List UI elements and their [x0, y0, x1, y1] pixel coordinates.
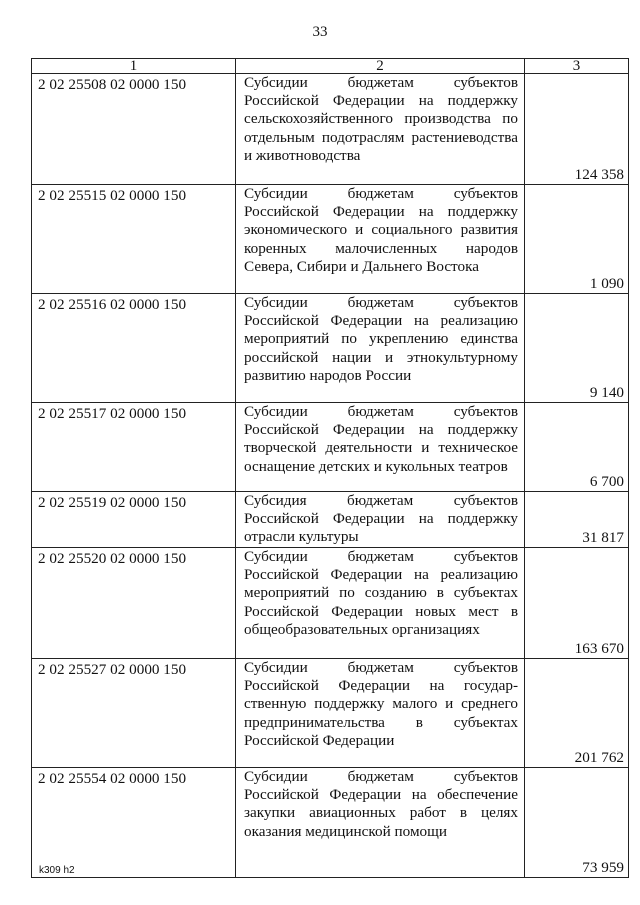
row-description: Субсидии бюджетам субъектов Российской Федерации на реализацию мероприятий по укреплению единства российской нации и этнокультурному развитию народов России — [236, 294, 525, 403]
row-amount: 73 959 — [525, 768, 629, 878]
page-number: 33 — [312, 24, 328, 40]
column-header-code: 1 — [32, 59, 236, 74]
row-description: Субсидии бюджетам субъектов Российской Федерации на поддержку творческой деятельности и техническое оснащение детских и кукольных театров — [236, 403, 525, 492]
column-header-amount: 3 — [525, 59, 629, 74]
table-row — [32, 492, 629, 548]
row-description: Субсидии бюджетам субъектов Российской Федерации на поддержку сельскохозяйственного производства по отдельным подотраслям растениеводства и животноводства — [236, 74, 525, 185]
row-amount: 163 670 — [525, 548, 629, 659]
row-amount: 1 090 — [525, 185, 629, 294]
table-row — [32, 74, 629, 185]
budget-code: 2 02 25554 02 0000 150 — [32, 768, 236, 878]
row-amount: 201 762 — [525, 659, 629, 768]
budget-code: 2 02 25516 02 0000 150 — [32, 294, 236, 403]
row-description: Субсидия бюджетам субъектов Российской Федерации на поддержку отрасли культуры — [236, 492, 525, 548]
table-row — [32, 768, 629, 878]
row-description: Субсидии бюджетам субъектов Российской Федерации на реализацию мероприятий по созданию в субъектах Российской Федерации новых мест в общеобразовательных организациях — [236, 548, 525, 659]
budget-code: 2 02 25517 02 0000 150 — [32, 403, 236, 492]
table-row — [32, 185, 629, 294]
row-description: Субсидии бюджетам субъектов Российской Федерации на обеспечение закупки авиационных работ в целях оказания медицинской помощи — [236, 768, 525, 878]
row-description: Субсидии бюджетам субъектов Российской Федерации на государственную поддержку малого и среднего предпринимательства в субъектах Российской Федерации — [236, 659, 525, 768]
budget-code: 2 02 25520 02 0000 150 — [32, 548, 236, 659]
budget-code: 2 02 25527 02 0000 150 — [32, 659, 236, 768]
budget-code: 2 02 25519 02 0000 150 — [32, 492, 236, 548]
row-description: Субсидии бюджетам субъектов Российской Федерации на поддержку экономического и социального развития коренных малочисленных народов Севера, Сибири и Дальнего Востока — [236, 185, 525, 294]
row-amount: 31 817 — [525, 492, 629, 548]
table-row — [32, 659, 629, 768]
table-header-row — [32, 59, 629, 74]
table-row — [32, 403, 629, 492]
budget-code: 2 02 25515 02 0000 150 — [32, 185, 236, 294]
footer-code: k309 h2 — [39, 865, 75, 876]
table-row — [32, 294, 629, 403]
row-amount: 6 700 — [525, 403, 629, 492]
row-amount: 124 358 — [525, 74, 629, 185]
row-amount: 9 140 — [525, 294, 629, 403]
table-row — [32, 548, 629, 659]
column-header-description: 2 — [236, 59, 525, 74]
budget-table — [31, 58, 629, 878]
budget-code: 2 02 25508 02 0000 150 — [32, 74, 236, 185]
